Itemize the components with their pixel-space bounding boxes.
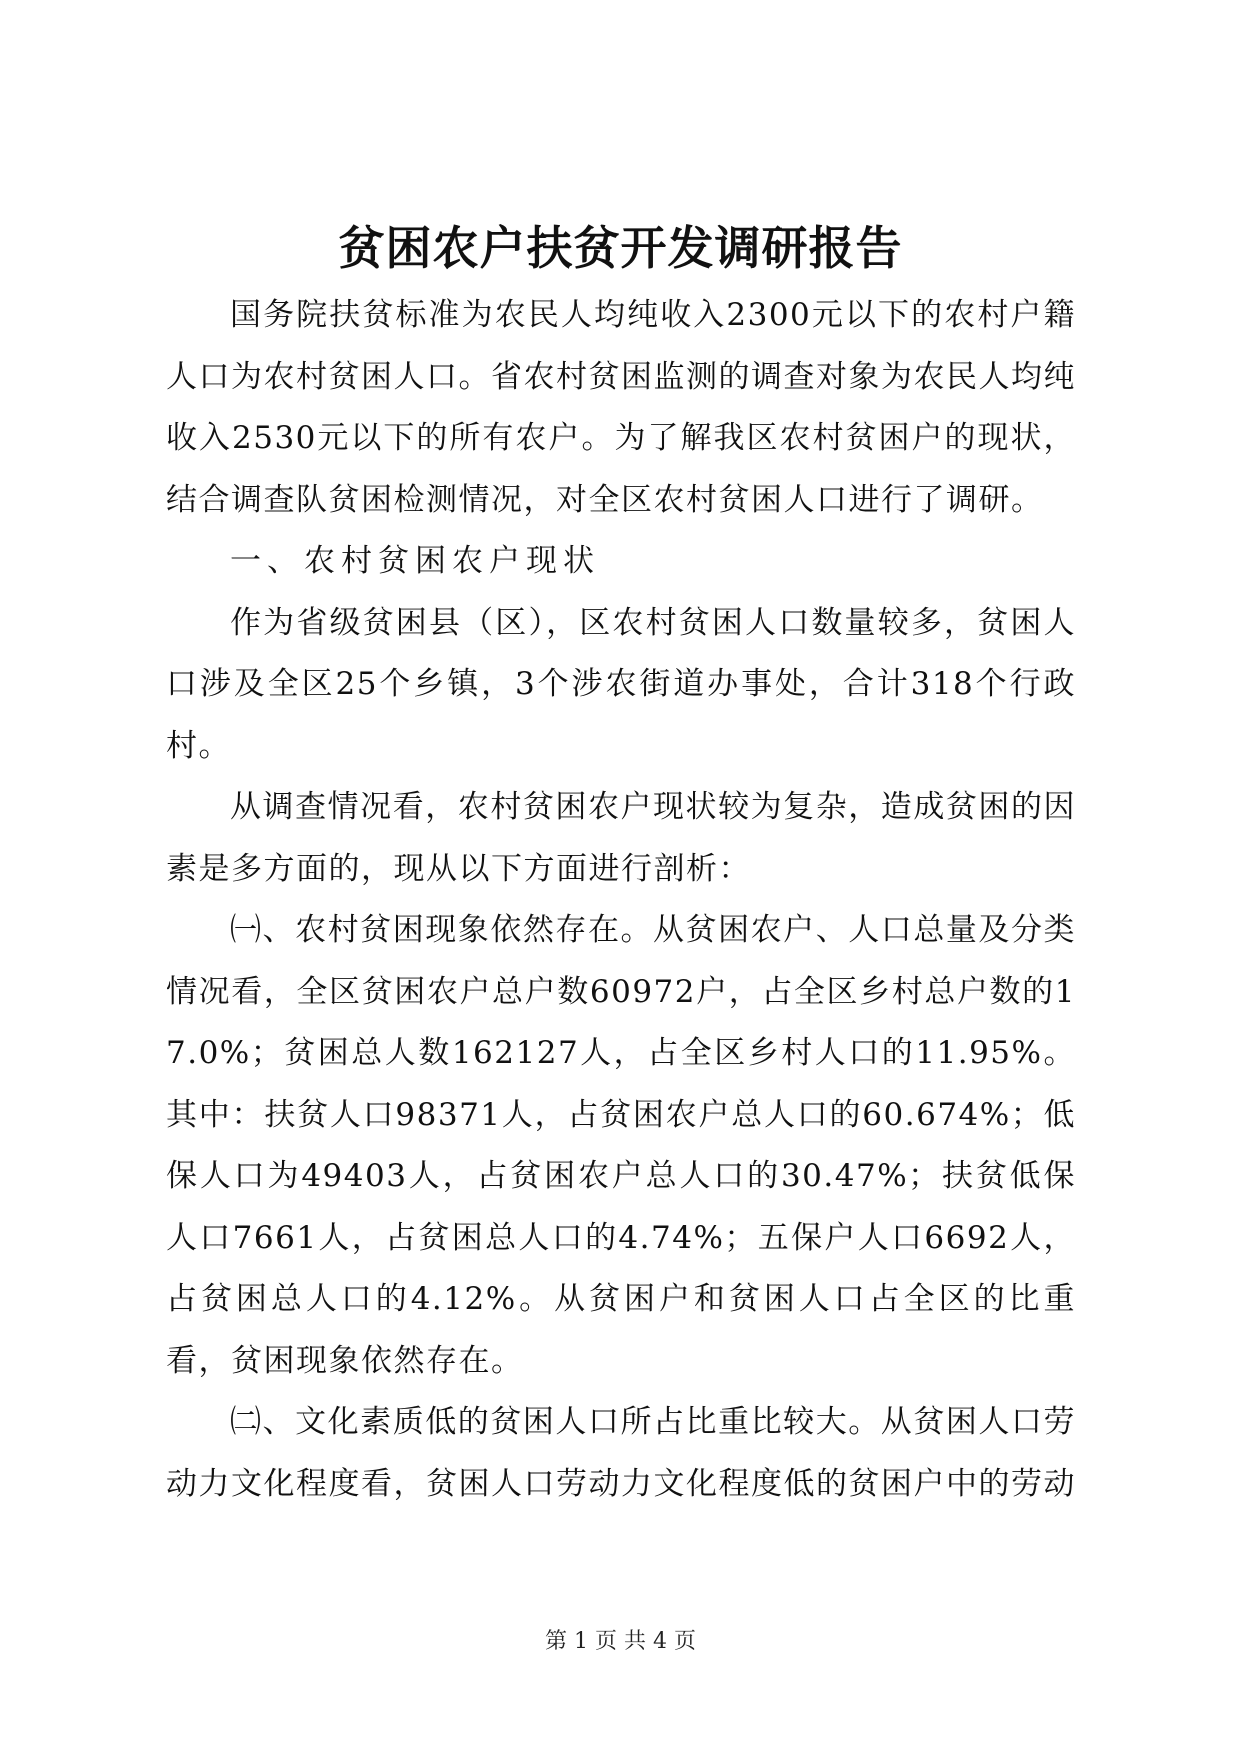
page-footer xyxy=(0,1628,1241,1656)
section-heading: 一、农村贫困农户现状 xyxy=(230,543,600,579)
paragraph-analysis: 从调查情况看，农村贫困农户现状较为复杂，造成贫困的因素是多方面的，现从以下方面进行剖析： xyxy=(166,789,1076,887)
paragraph-scope: 作为省级贫困县（区），区农村贫困人口数量较多，贫困人口涉及全区25个乡镇，3个涉农街道办事处，合计318个行政村。 xyxy=(166,604,1076,764)
document-title: 贫困农户扶贫开发调研报告 xyxy=(338,221,903,275)
paragraph-item-1: ㈠、农村贫困现象依然存在。从贫困农户、人口总量及分类情况看，全区贫困农户总户数60972户，占全区乡村总户数的17.0%；贫困总人数162127人，占全区乡村人口的11.95%。其中：扶贫人口98371人，占贫困农户总人口的60.674%；低保人口为49403人，占贫困农户总人口的30.47%；扶贫低保人口7661人，占贫困总人口的4.74%；五保户人口6692人，占贫困总人口的4.12%。从贫困户和贫困人口占全区的比重看，贫困现象依然存在。 xyxy=(166,912,1076,1379)
paragraph-item-2: ㈡、文化素质低的贫困人口所占比重比较大。从贫困人口劳动力文化程度看，贫困人口劳动力文化程度低的贫困户中的劳动 xyxy=(166,1404,1076,1502)
document-body xyxy=(166,285,1076,1515)
page-number: 第 1 页 共 4 页 xyxy=(545,1629,696,1654)
paragraph-intro: 国务院扶贫标准为农民人均纯收入2300元以下的农村户籍人口为农村贫困人口。省农村贫困监测的调查对象为农民人均纯收入2530元以下的所有农户。为了解我区农村贫困户的现状，结合调查队贫困检测情况，对全区农村贫困人口进行了调研。 xyxy=(166,297,1076,518)
